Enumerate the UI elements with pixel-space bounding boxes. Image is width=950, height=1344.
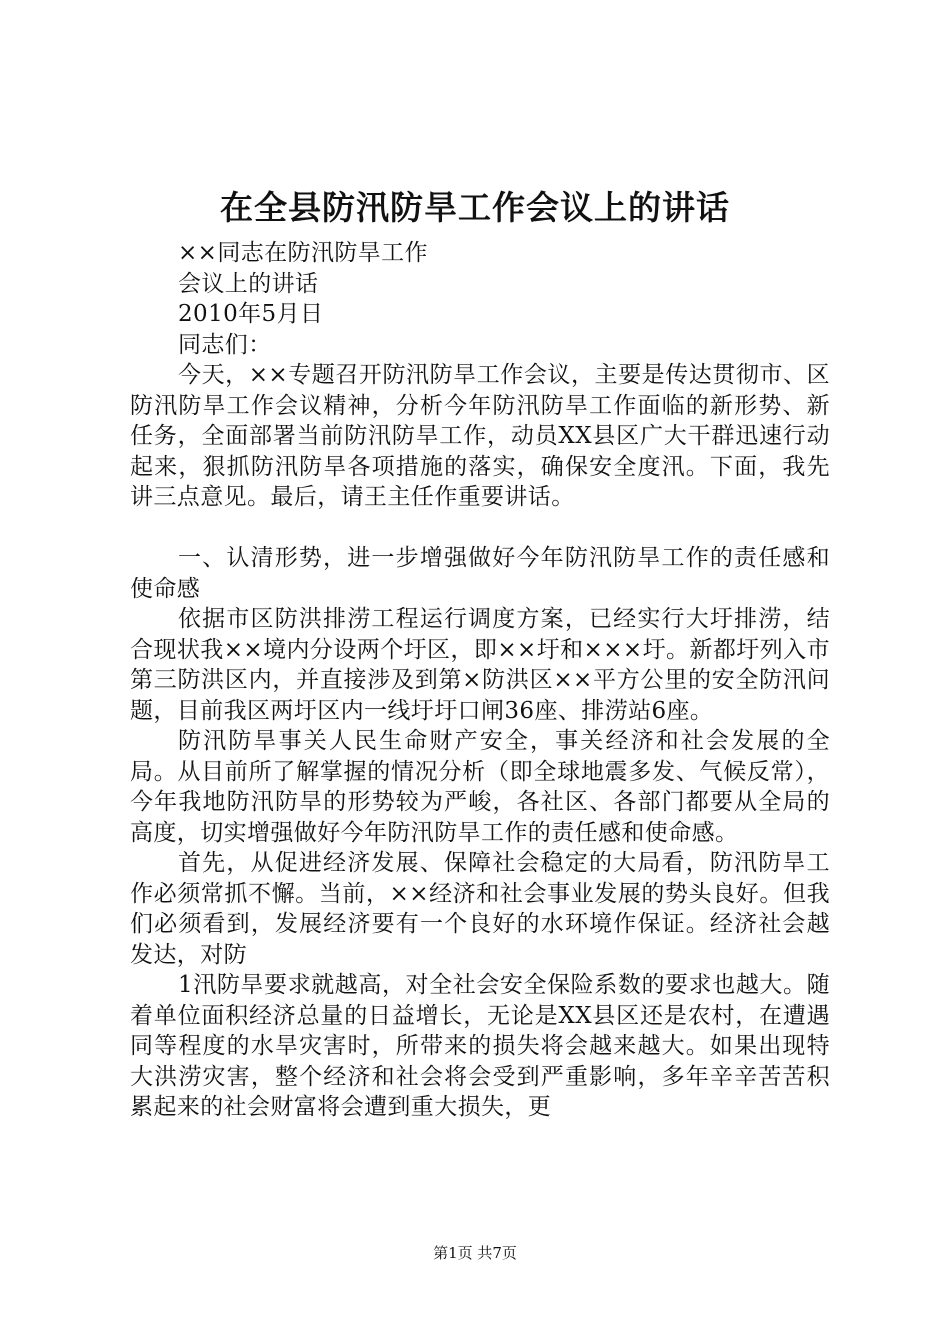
document-title: 在全县防汛防旱工作会议上的讲话 (220, 188, 730, 227)
page-number-footer: 第1页 共7页 (433, 1244, 517, 1262)
header-line: ××同志在防汛防旱工作 (178, 240, 428, 266)
paragraph-spacer (130, 513, 830, 544)
paragraph: 今天，××专题召开防汛防旱工作会议，主要是传达贯彻市、区防汛防旱工作会议精神，分析今年防汛防旱工作面临的新形势、新任务，全面部署当前防汛防旱工作，动员XX县区广大干群迅速行动起来，狠抓防汛防旱各项措施的落实，确保安全度汛。下面，我先讲三点意见。最后，请王主任作重要讲话。 (130, 362, 830, 510)
section-heading: 一、认清形势，进一步增强做好今年防汛防旱工作的责任感和使命感 (130, 545, 830, 602)
document-body (130, 238, 830, 1123)
paragraph: 依据市区防洪排涝工程运行调度方案，已经实行大圩排涝，结合现状我××境内分设两个圩区，即××圩和×××圩。新都圩列入市第三防洪区内，并直接涉及到第×防洪区××平方公里的安全防汛问题，目前我区两圩区内一线圩圩口闸36座、排涝站6座。 (130, 606, 830, 724)
salutation: 同志们： (178, 331, 272, 358)
header-line: 2010年5月日 (178, 301, 324, 327)
paragraph: 1汛防旱要求就越高，对全社会安全保险系数的要求也越大。随着单位面积经济总量的日益增长，无论是XX县区还是农村，在遭遇同等程度的水旱灾害时，所带来的损失将会越来越大。如果出现特大洪涝灾害，整个经济和社会将会受到严重影响，多年辛辛苦苦积累起来的社会财富将会遭到重大损失，更 (130, 972, 830, 1120)
paragraph: 首先，从促进经济发展、保障社会稳定的大局看，防汛防旱工作必须常抓不懈。当前，××经济和社会事业发展的势头良好。但我们必须看到，发展经济要有一个良好的水环境作保证。经济社会越发达，对防 (130, 850, 830, 968)
paragraph: 防汛防旱事关人民生命财产安全，事关经济和社会发展的全局。从目前所了解掌握的情况分析（即全球地震多发、气候反常），今年我地防汛防旱的形势较为严峻，各社区、各部门都要从全局的高度，切实增强做好今年防汛防旱工作的责任感和使命感。 (130, 728, 830, 846)
header-line: 会议上的讲话 (178, 270, 319, 297)
